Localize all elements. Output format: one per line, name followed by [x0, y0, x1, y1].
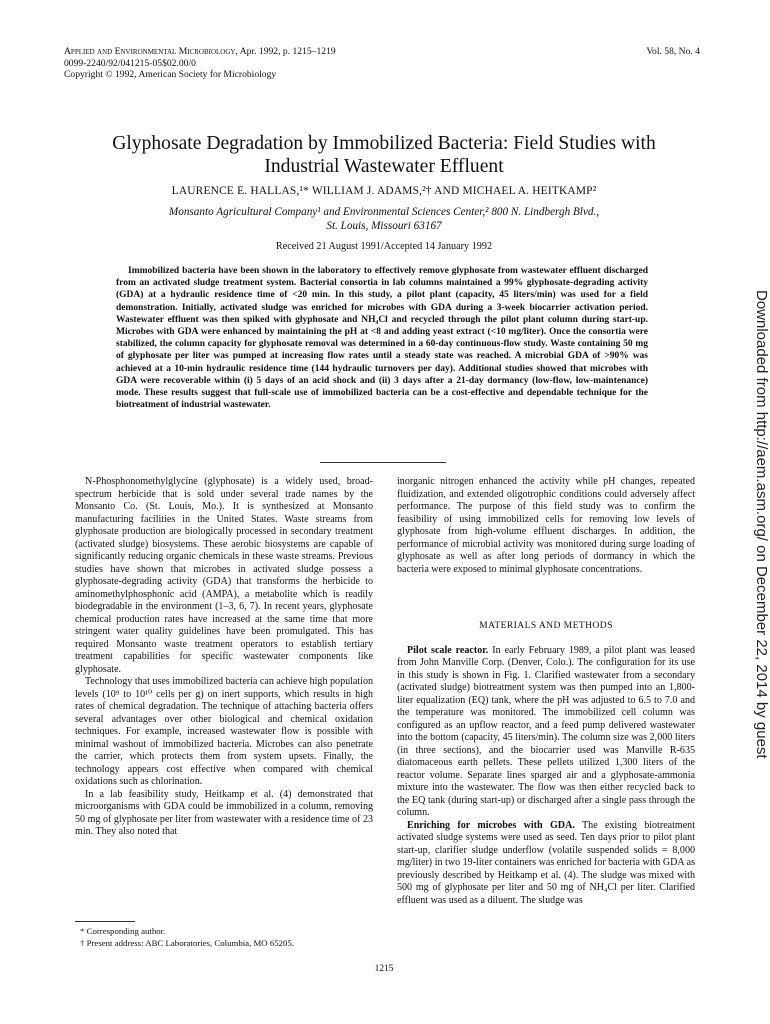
footnote-corresponding-author: * Corresponding author.	[80, 926, 166, 936]
page-number: 1215	[374, 964, 394, 974]
author-list: LAURENCE E. HALLAS,¹* WILLIAM J. ADAMS,²† AND MICHAEL A. HEITKAMP²	[171, 185, 597, 197]
enrichment-heading: Enriching for microbes with GDA.	[407, 819, 575, 831]
footnotes	[80, 926, 376, 949]
pilot-scale-text: In early February 1989, a pilot plant was leased from John Manville Corp. (Denver, Colo.). The configuration for its use in this study is shown in Fig. 1. Clarified wastewater from a secondary (activated sludge) biotreatment system was then pumped into an 1,800-liter equalization (EQ) tank, where the pH was adjusted to 6.5 to 7.0 and the temperature was monitored. The immobilized cell column was configured as an upflow reactor, and a feed pump delivered wastewater into the bottom (capacity, 45 liters/min). The column size was 2,000 liters (in three sections), and the biocarrier used was Manville R-635 diatomaceous earth pellets. These pellets utilized 1,300 liters of the reactor volume. Separate lines sparged air and a glyphosate-ammonia mixture into the wastewater. The flow was then either recycled back to the EQ tank (during start-up) or discharged after a single pass through the column.	[397, 644, 695, 818]
paper-title-line-1: Glyphosate Degradation by Immobilized Bacteria: Field Studies with	[112, 133, 656, 154]
journal-name: Applied and Environmental Microbiology	[64, 46, 236, 57]
paper-title	[40, 132, 728, 178]
paper-title-line-2: Industrial Wastewater Effluent	[264, 156, 504, 177]
intro-paragraph-2: Technology that uses immobilized bacteria can achieve high population levels (10⁹ to 10¹⁰ cells per g) on inert supports, which results in high rates of chemical degradation. The technique of attaching bacteria offers several advantages over other biological and chemical oxidation techniques. For example, increased wastewater flow is possible with minimal washout of immobilized bacteria. Microbes can also penetrate the carrier, which protects them from system upsets. Finally, the technology appears cost effective when compared with chemical oxidations such as chlorination.	[75, 676, 373, 787]
right-column	[397, 476, 695, 907]
footnote-present-address: † Present address: ABC Laboratories, Columbia, MO 65205.	[80, 937, 295, 948]
intro-paragraph-1: N-Phosphonomethylglycine (glyphosate) is a widely used, broad-spectrum herbicide that is sold under several trade names by the Monsanto Co. (St. Louis, Mo.). It is synthesized at Monsanto manufacturing facilities in the United States. Waste streams from glyphosate production are biologically processed in secondary treatment (activated sludge) biosystems. These aerobic biosystems are capable of significantly reducing organic chemicals in these waste streams. Previous studies have shown that microbes in activated sludge possess a glyphosate-degrading activity (GDA) that transforms the herbicide to aminomethylphosphonic acid (AMPA), a metabolite which is readily biodegradable in the environment (1–3, 6, 7). In recent years, glyphosate chemical production rates have increased at the same time that more stringent water quality guidelines have been promulgated. This has required Monsanto waste treatment operators to establish tertiary treatment capabilities for specific wastewater components like glyphosate.	[75, 476, 373, 675]
affiliation-line-2: St. Louis, Missouri 63167	[326, 220, 442, 232]
journal-code: 0099-2240/92/041215-05$02.00/0	[64, 57, 196, 69]
affiliation-line-1: Monsanto Agricultural Company¹ and Environmental Sciences Center,² 800 N. Lindbergh Blvd.,	[168, 206, 600, 218]
affiliation	[40, 205, 728, 233]
download-watermark	[753, 290, 770, 759]
footnote-divider	[75, 921, 135, 922]
enrichment-text: The existing biotreatment activated sludge systems were used as seed. Ten days prior to pilot plant start-up, clarifier sludge underflow (volatile suspended solids = 8,000 mg/liter) in two 19-liter containers was enriched for bacteria with GDA as previously described by Heitkamp et al. (4). The sludge was mixed with 500 mg of glyphosate per liter and 50 mg of NH₄Cl per liter. Clarified effluent was used as a diluent. The sludge was	[397, 819, 695, 906]
pilot-scale-paragraph	[397, 645, 695, 820]
enrichment-paragraph	[397, 820, 695, 908]
intro-paragraph-continued: inorganic nitrogen enhanced the activity while pH changes, repeated fluidization, and extended oligotrophic conditions could adversely affect performance. The purpose of this field study was to confirm the feasibility of using immobilized cells for removing low levels of glyphosate from high-volume effluent discharges. In addition, the performance of microbial activity was monitored during surge loading of glyphosate as well as after long periods of dormancy in which the bacteria were exposed to minimal glyphosate concentrations.	[397, 476, 695, 575]
journal-citation-detail: , Apr. 1992, p. 1215–1219	[235, 46, 336, 57]
intro-paragraph-3: In a lab feasibility study, Heitkamp et al. (4) demonstrated that microorganisms with GDA could be immobilized in a column, removing 50 mg of glyphosate per liter from wastewater with a residence time of 23 min. They also noted that	[75, 788, 373, 837]
received-accepted-dates: Received 21 August 1991/Accepted 14 January 1992	[275, 241, 493, 252]
copyright-line: Copyright © 1992, American Society for Microbiology	[64, 69, 277, 81]
journal-citation	[64, 46, 336, 58]
left-column	[75, 476, 373, 839]
download-watermark-text: Downloaded from http://aem.asm.org/ on December 22, 2014 by guest	[753, 290, 770, 759]
journal-volume: Vol. 58, No. 4	[646, 46, 700, 57]
pilot-scale-heading: Pilot scale reactor.	[407, 644, 489, 656]
section-heading-materials-methods: MATERIALS AND METHODS	[479, 620, 613, 631]
abstract-divider	[320, 462, 446, 463]
journal-header	[64, 46, 700, 81]
abstract: Immobilized bacteria have been shown in the laboratory to effectively remove glyphosate from wastewater effluent discharged from an activated sludge treatment system. Bacterial consortia in lab columns maintained a 99% glyphosate-degrading activity (GDA) at a hydraulic residence time of <20 min. In this study, a pilot plant (capacity, 45 liters/min) was used for a field demonstration. Initially, activated sludge was enriched for microbes with GDA during a 3-week biocarrier activation period. Wastewater effluent was then spiked with glyphosate and NH₄Cl and recycled through the pilot plant column during start-up. Microbes with GDA were enhanced by maintaining the pH at <8 and adding yeast extract (<10 mg/liter). Once the consortia were stabilized, the column capacity for glyphosate removal was determined in a 60-day continuous-flow study. Waste containing 50 mg of glyphosate per liter was pumped at increasing flow rates until a steady state was reached. A microbial GDA of >90% was achieved at a 10-min hydraulic residence time (144 hydraulic turnovers per day). Additional studies showed that microbes with GDA were recoverable within (i) 5 days of an acid shock and (ii) 3 days after a 21-day dormancy (low-flow, low-maintenance) mode. These results suggest that full-scale use of immobilized bacteria can be a cost-effective and dependable technique for the biotreatment of industrial wastewater.	[116, 266, 648, 411]
